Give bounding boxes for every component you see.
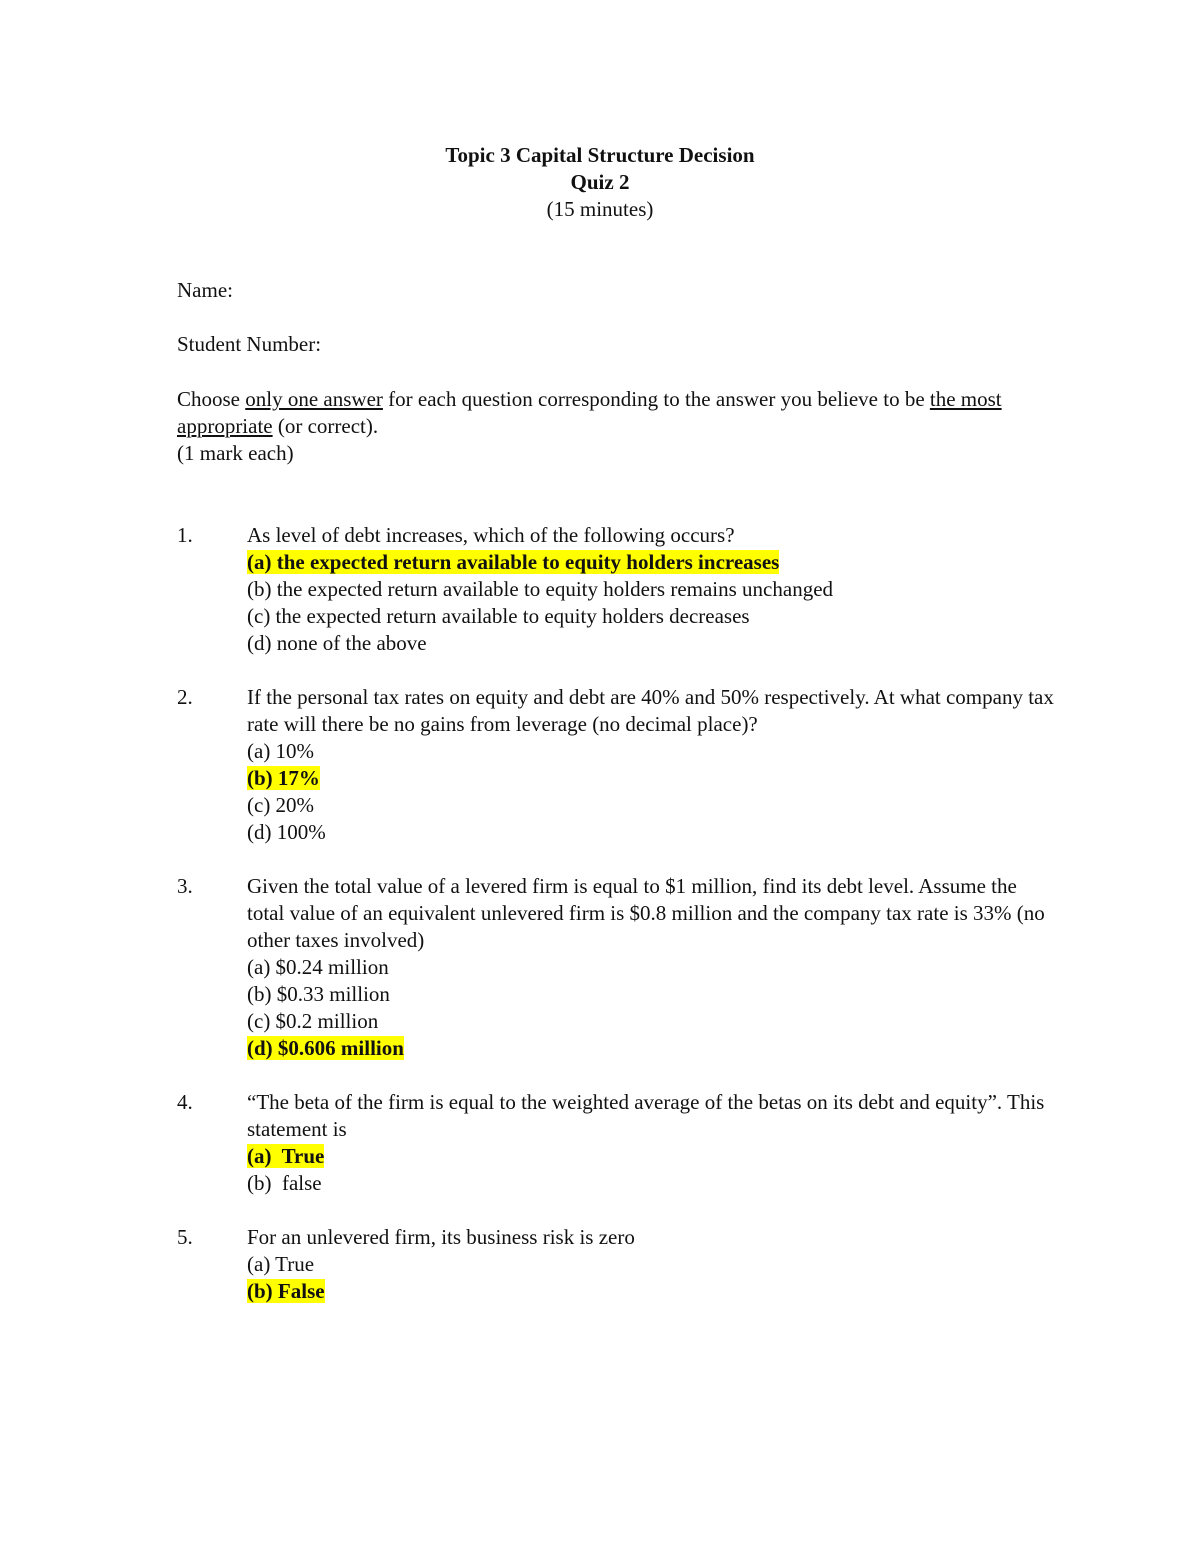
question-text: For an unlevered firm, its business risk is zero [247,1225,635,1249]
question-number: 3. [177,874,193,898]
correct-answer-highlight: (a) True [247,1144,325,1168]
answer-option-text: (b) $0.33 million [247,982,390,1006]
answer-option-text: (b) the expected return available to equity holders remains unchanged [247,577,834,601]
answer-option[interactable] [247,576,1057,603]
question-body [247,1089,1057,1197]
answer-option[interactable] [247,1008,1057,1035]
question-number: 4. [177,1090,193,1114]
answer-option[interactable] [247,792,1057,819]
answer-option-text: (d) 100% [247,820,326,844]
student-number-field-label: Student Number: [177,332,322,356]
question-number: 5. [177,1225,193,1249]
question-body [247,1224,1057,1305]
question-text: As level of debt increases, which of the following occurs? [247,523,735,547]
question-body [247,684,1057,846]
instructions-emphasis-one-answer: only one answer [245,387,383,411]
question-2 [177,684,1057,846]
answer-option[interactable] [247,1035,1057,1062]
correct-answer-highlight: (d) $0.606 million [247,1036,404,1060]
question-text: “The beta of the firm is equal to the weighted average of the betas on its debt and equity”. This statement is [247,1090,1045,1141]
question-number: 1. [177,523,193,547]
answer-option-text: (c) $0.2 million [247,1009,379,1033]
question-5 [177,1224,1057,1305]
answer-option[interactable] [247,603,1057,630]
answer-option[interactable] [247,765,1057,792]
answer-option-text: (a) True [247,1252,315,1276]
answer-option[interactable] [247,1251,1057,1278]
correct-answer-highlight: (a) the expected return available to equity holders increases [247,550,780,574]
name-field-label: Name: [177,278,233,302]
quiz-instructions [177,386,1057,467]
answer-option[interactable] [247,954,1057,981]
answer-option-text: (c) the expected return available to equity holders decreases [247,604,750,628]
question-text: If the personal tax rates on equity and debt are 40% and 50% respectively. At what company tax rate will there be no gains from leverage (no decimal place)? [247,685,1054,736]
instructions-marks: (1 mark each) [177,441,294,465]
instructions-text [177,386,1057,440]
answer-option[interactable] [247,1143,1057,1170]
answer-option-text: (c) 20% [247,793,315,817]
quiz-subtitle: Quiz 2 [570,170,630,194]
question-body [247,873,1057,1062]
answer-option-text: (d) none of the above [247,631,427,655]
answer-option-text: (b) false [247,1171,322,1195]
question-text: Given the total value of a levered firm is equal to $1 million, find its debt level. Assume the total value of an equivalent unlevered firm is $0.8 million and the company tax rate is 33% (no other taxes involved) [247,874,1045,952]
answer-option[interactable] [247,1278,1057,1305]
question-number: 2. [177,685,193,709]
instructions-part5: (or correct). [272,414,379,438]
answer-option[interactable] [247,1170,1057,1197]
answer-option[interactable] [247,738,1057,765]
correct-answer-highlight: (b) False [247,1279,325,1303]
instructions-part3: for each question corresponding to the answer you believe to be [382,387,930,411]
question-3 [177,873,1057,1062]
answer-option-text: (a) $0.24 million [247,955,389,979]
answer-option[interactable] [247,549,1057,576]
question-body [247,522,1057,657]
quiz-duration: (15 minutes) [546,197,654,221]
answer-option-text: (a) 10% [247,739,315,763]
question-4 [177,1089,1057,1197]
correct-answer-highlight: (b) 17% [247,766,320,790]
instructions-emphasis-most-appropriate: the most appropriate [177,387,1002,438]
answer-option[interactable] [247,819,1057,846]
page-title: Topic 3 Capital Structure Decision [445,143,755,167]
quiz-header [0,142,1200,223]
question-1 [177,522,1057,657]
answer-option[interactable] [247,630,1057,657]
instructions-part1: Choose [177,387,246,411]
answer-option[interactable] [247,981,1057,1008]
